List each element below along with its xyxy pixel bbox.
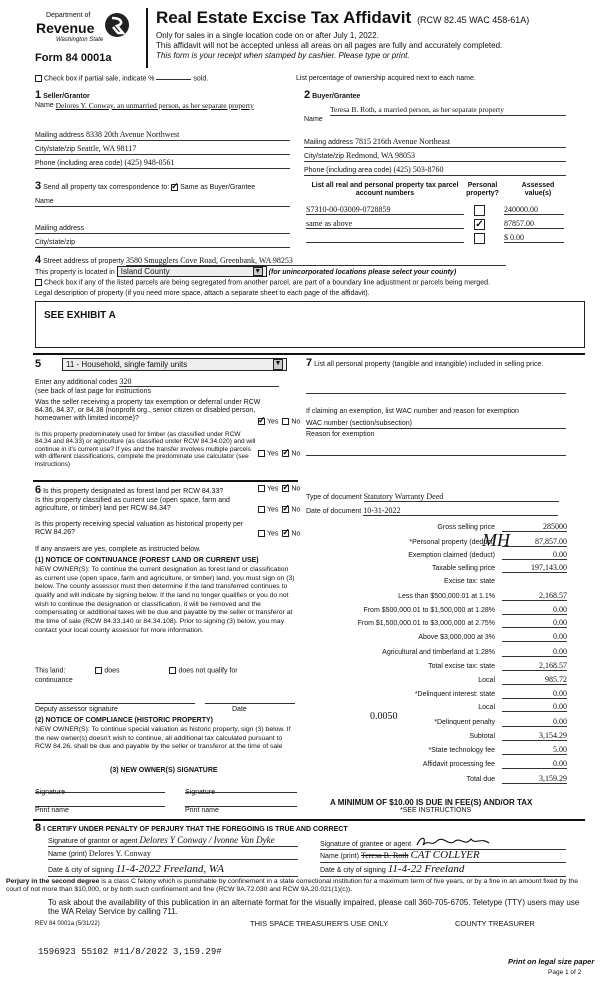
- calc-value[interactable]: 285000: [502, 522, 567, 532]
- grantee-name-label: Name (print): [320, 853, 359, 860]
- calc-value[interactable]: 0.00: [502, 647, 567, 657]
- grantee-signature[interactable]: [413, 835, 493, 849]
- see-instructions: *SEE INSTRUCTIONS: [400, 807, 472, 814]
- dept-line1: Department of: [46, 12, 91, 19]
- page-title: Real Estate Excise Tax Affidavit: [156, 8, 412, 27]
- calc-row: [305, 604, 567, 615]
- calc-value[interactable]: 0.00: [502, 702, 567, 712]
- yes-label: Yes: [267, 485, 279, 493]
- buyer-mailing-value[interactable]: 7815 216th Avenue Northeast: [354, 137, 451, 146]
- calc-label: *Personal property (deduct): [409, 538, 495, 546]
- partial-label: Check box if partial sale, indicate %: [44, 75, 155, 83]
- parcel-number[interactable]: same as above: [306, 219, 464, 229]
- yes-label: Yes: [267, 418, 279, 426]
- yes-label: Yes: [267, 450, 279, 458]
- initials-mark: MH: [482, 530, 510, 550]
- calc-label: Taxable selling price: [431, 564, 495, 572]
- dor-logo: [34, 10, 134, 50]
- grantee-name-struck: Teresa B. Roth: [360, 851, 409, 860]
- legal-label: Legal description of property (if you need more space, attach a separate sheet to each page of the affidavit).: [35, 290, 370, 297]
- parcel-list-header: List all real and personal property tax parcel account numbers: [311, 182, 459, 198]
- sec3-name-label: Name: [35, 198, 54, 205]
- deputy-signature-line[interactable]: [35, 703, 195, 704]
- calc-row: [305, 536, 567, 547]
- calc-value[interactable]: 197,143.00: [502, 563, 567, 573]
- alt-format-note: To ask about the availability of this publication in an alternate format for the visually impaired, please call 360-705-6705. Teletype (TTY) users may use the WA Relay Service by calling 711.: [48, 898, 580, 917]
- grantee-date[interactable]: 11-4-22 Freeland: [387, 863, 465, 875]
- calc-value[interactable]: 3,159.29: [502, 774, 567, 784]
- calc-value[interactable]: 0.00: [502, 618, 567, 628]
- no-label: No: [291, 485, 301, 493]
- calc-row: [305, 744, 567, 755]
- timber-no-checkbox[interactable]: [282, 450, 289, 457]
- calc-row: [305, 646, 567, 657]
- calc-value[interactable]: 5.00: [502, 745, 567, 755]
- segregated-label: Check box if any of the listed parcels are being segregated from another parcel, are part of a boundary line adjustment or parcels being merged.: [44, 279, 490, 287]
- current-use-yes-checkbox[interactable]: [258, 506, 265, 513]
- forest-no-checkbox[interactable]: [282, 485, 289, 492]
- calc-label: Local: [478, 676, 495, 684]
- exemption-no-checkbox[interactable]: [282, 418, 289, 425]
- calc-label: Subtotal: [469, 732, 495, 740]
- calc-row: [305, 617, 567, 628]
- notice2-title: (2) NOTICE OF COMPLIANCE (HISTORIC PROPERTY): [35, 717, 213, 724]
- minimum-due: A MINIMUM OF $10.00 IS DUE IN FEE(S) AND/OR TAX: [330, 798, 533, 807]
- header-divider: [146, 8, 148, 68]
- calc-label: Exemption claimed (deduct): [408, 551, 495, 559]
- ownership-note: List percentage of ownership acquired next to each name.: [296, 75, 476, 82]
- grantor-name-label: Name (print): [48, 851, 87, 858]
- timber-yes-checkbox[interactable]: [258, 450, 265, 457]
- notice2-text: NEW OWNER(S): To continue special valuation as historic property, sign (3) below. If the new owner(s) doesn't wish to continue, all additional tax calculated pursuant to RCW 84.26, shall be due and payable by the seller or transferor at the time of sale: [35, 726, 291, 751]
- notice1-title: (1) NOTICE OF CONTINUANCE (FOREST LAND OR CURRENT USE): [35, 557, 259, 564]
- deputy-date-line[interactable]: [205, 703, 295, 704]
- current-use-no-checkbox[interactable]: [282, 506, 289, 513]
- calc-value[interactable]: 87,857.00: [502, 537, 567, 547]
- this-land-label: This land:: [35, 667, 66, 675]
- calc-row: [305, 701, 567, 712]
- does-not-checkbox[interactable]: [169, 667, 176, 674]
- personal-property-checkbox[interactable]: [474, 233, 485, 244]
- parcel-number[interactable]: [306, 233, 464, 243]
- print-name-label-2: Print name: [185, 806, 297, 815]
- wac-label: WAC number (section/subsection): [306, 420, 412, 427]
- seller-phone-label: Phone (including area code): [35, 160, 123, 167]
- historical-yes-checkbox[interactable]: [258, 530, 265, 537]
- seller-heading: Seller/Grantor: [43, 93, 90, 100]
- does-label: does: [104, 667, 120, 675]
- buyer-city-value[interactable]: Redmond, WA 98053: [346, 151, 415, 160]
- dept-line3: Washington State: [56, 37, 104, 43]
- wa-logo-icon: [104, 12, 130, 38]
- reason-label: Reason for exemption: [306, 431, 375, 438]
- buyer-city-label: City/state/zip: [304, 153, 345, 160]
- does-not-label: does not qualify for: [178, 667, 238, 675]
- seller-city-label: City/state/zip: [35, 146, 76, 153]
- current-use-question: Is this property classified as current use (open space, farm and agriculture, or timber) land per RCW 84.34?: [35, 497, 230, 513]
- grantor-name[interactable]: Delores Y. Conway: [88, 849, 151, 858]
- exemption-question: Was the seller receiving a property tax exemption or deferral under RCW 84.36, 84.37, or 84.38 (nonprofit org., senior citizen or disabled person, homeowner with limited income)?: [35, 399, 261, 423]
- calc-label: Less than $500,000.01 at 1.1%: [398, 592, 495, 600]
- calc-row: [305, 758, 567, 769]
- seller-mailing-value[interactable]: 8338 20th Avenue Northwest: [85, 130, 180, 139]
- buyer-name-label: Name: [304, 116, 323, 123]
- calc-label: From $1,500,000.01 to $3,000,000 at 2.75%: [357, 619, 495, 627]
- buyer-name-value[interactable]: Teresa B. Roth, a married person, as her separate property: [330, 106, 566, 116]
- subtitle-2: This affidavit will not be accepted unless all areas on all pages are fully and accurately completed.: [156, 41, 503, 50]
- notice3-title: (3) NEW OWNER(S) SIGNATURE: [110, 767, 218, 774]
- grantor-signature[interactable]: Delores Y Conway / Ivonne Van Dyke: [139, 835, 275, 845]
- calc-row: [305, 716, 567, 727]
- perjury-notice: [6, 878, 594, 894]
- sec7-label: List all personal property (tangible and intangible) included in selling price.: [314, 361, 544, 368]
- reason-line[interactable]: [306, 455, 566, 456]
- parcel-row: [306, 205, 568, 217]
- parcel-row: [306, 219, 568, 231]
- no-label: No: [291, 450, 301, 458]
- personal-header: Personal property?: [466, 182, 499, 198]
- sec3-city-label: City/state/zip: [35, 239, 76, 246]
- rcw-ref: (RCW 82.45 WAC 458-61A): [417, 15, 530, 25]
- street-address-label: Street address of property: [43, 258, 125, 265]
- calc-value[interactable]: 0.00: [502, 717, 567, 727]
- calc-value[interactable]: 0.00: [502, 689, 567, 699]
- calc-label: Total excise tax: state: [428, 662, 495, 670]
- no-label: No: [291, 418, 301, 426]
- grantee-sig-label: Signature of grantee or agent: [320, 840, 412, 848]
- doc-date-value[interactable]: 10-31-2022: [363, 506, 558, 516]
- calc-label: *Delinquent penalty: [434, 718, 495, 726]
- if-yes-note: If any answers are yes, complete as instructed below.: [35, 546, 201, 553]
- calc-row: [305, 575, 567, 586]
- calc-row: [305, 562, 567, 573]
- partial-sold: sold.: [193, 75, 209, 83]
- calc-value[interactable]: 0.00: [502, 632, 567, 642]
- personal-property-checkbox[interactable]: ✓: [475, 219, 484, 230]
- grantor-date[interactable]: 11-4-2022 Freeland, WA: [115, 863, 225, 875]
- assessed-header: Assessed value(s): [521, 182, 555, 198]
- subtitle-3: This form is your receipt when stamped by cashier. Please type or print.: [156, 51, 410, 60]
- personal-property-line[interactable]: [306, 393, 566, 394]
- county-treasurer: COUNTY TREASURER: [455, 919, 535, 928]
- additional-codes-value[interactable]: 320: [119, 377, 279, 387]
- calc-label: From $500,000.01 to $1,500,000 at 1.28%: [363, 606, 495, 614]
- calc-label: Above $3,000,000 at 3%: [418, 633, 495, 641]
- seller-name-label: Name: [35, 102, 54, 109]
- legal-description-box[interactable]: [35, 301, 585, 348]
- signature-label-2: Signature: [185, 789, 215, 796]
- rev-label: REV 84 0001a (5/31/22): [35, 921, 100, 927]
- assessed-value[interactable]: $ 0.00: [504, 233, 564, 243]
- county-value: Island County: [120, 267, 170, 276]
- buyer-heading: Buyer/Grantee: [312, 93, 361, 100]
- calc-row: [305, 773, 567, 784]
- perjury-bold: Perjury in the second degree: [6, 878, 100, 885]
- seller-city-value[interactable]: Seattle, WA 98117: [77, 144, 137, 153]
- calc-value[interactable]: 2,168.57: [502, 591, 567, 601]
- seller-name-value[interactable]: Delores Y. Conway, an unmarried person, as her separate property: [55, 101, 254, 110]
- form-number: Form 84 0001a: [35, 52, 112, 64]
- chevron-down-icon: ▼: [273, 359, 283, 370]
- seller-mailing-label: Mailing address: [35, 132, 85, 139]
- certify-text: I CERTIFY UNDER PENALTY OF PERJURY THAT THE FOREGOING IS TRUE AND CORRECT: [43, 826, 348, 833]
- located-label: This property is located in: [35, 269, 115, 276]
- grantor-date-label: Date & city of signing: [48, 867, 114, 874]
- print-name-label: Print name: [35, 806, 165, 815]
- yes-label: Yes: [267, 506, 279, 514]
- sec3-label: Send all property tax correspondence to:: [43, 184, 170, 191]
- calc-row: [305, 549, 567, 560]
- no-label: No: [291, 506, 301, 514]
- does-checkbox[interactable]: [95, 667, 102, 674]
- see-back-note: (see back of last page for instructions: [35, 388, 151, 395]
- legal-size-note: Print on legal size paper: [508, 957, 595, 966]
- county-select[interactable]: [117, 266, 267, 277]
- partial-percent-field[interactable]: [156, 79, 191, 80]
- calc-row: [305, 660, 567, 671]
- county-note: (for unincorporated locations please select your county): [268, 269, 457, 276]
- same-as-buyer-checkbox[interactable]: [171, 184, 178, 191]
- calc-value[interactable]: 3,154.29: [502, 731, 567, 741]
- calc-value[interactable]: 985.72: [502, 675, 567, 685]
- subtitle-1: Only for sales in a single location code on or after July 1, 2022.: [156, 31, 379, 40]
- calc-value[interactable]: 0.00: [502, 605, 567, 615]
- doc-date-label: Date of document: [306, 508, 362, 515]
- calc-row: [305, 521, 567, 532]
- receipt-stamp: 1596923 55102 #11/8/2022 3,159.29#: [38, 947, 222, 957]
- personal-property-checkbox[interactable]: [474, 205, 485, 216]
- yes-label: Yes: [267, 530, 279, 538]
- use-code-select[interactable]: [62, 358, 287, 371]
- chevron-down-icon: ▼: [254, 268, 262, 275]
- dept-line2: Revenue: [36, 20, 95, 36]
- grantee-date-label: Date & city of signing: [320, 867, 386, 874]
- exemption-label: If claiming an exemption, list WAC number and reason for exemption: [306, 408, 519, 415]
- notice1-text: NEW OWNER(S): To continue the current designation as forest land or classification as current use (open space, farm and agriculture, or timber) land, you must sign on (3) below. The county assessor must then determine if the land transferred continues to qualify and will indicate by signing below. If the land no longer qualifies or you do not wish to continue the designation or classification, it will be removed and the compensating or additional taxes will be due and payable by the seller or transferor at the time of sale (RCW 84.33.140 or 84.34.108). Prior to signing (3) below, you may contact your local county assessor for more information.: [35, 566, 295, 634]
- calc-label: Agricultural and timberland at 1.28%: [382, 648, 495, 656]
- doc-type-value[interactable]: Statutory Warranty Deed: [364, 492, 559, 502]
- signature-label: Signature: [35, 789, 65, 796]
- parcel-row: [306, 233, 568, 245]
- street-address-value[interactable]: 3580 Smugglers Cove Road, Greenbank, WA 98253: [126, 256, 506, 266]
- exemption-yes-checkbox[interactable]: [258, 418, 265, 425]
- additional-codes-label: Enter any additional codes: [35, 379, 118, 386]
- calc-row: [305, 631, 567, 642]
- section-divider: [33, 819, 585, 821]
- calc-row: [305, 688, 567, 699]
- calc-label: Local: [478, 703, 495, 711]
- deputy-date-label: Date: [232, 706, 247, 713]
- deputy-label: Deputy assessor signature: [35, 706, 118, 713]
- seller-phone-value[interactable]: (425) 948-0561: [124, 158, 175, 167]
- no-label: No: [291, 530, 301, 538]
- page-number: Page 1 of 2: [548, 969, 582, 976]
- forest-yes-checkbox[interactable]: [258, 485, 265, 492]
- timber-question: Is this property predominately used for timber (as classified under RCW 84.34 and 84.33) or agriculture (as classified under RCW 84.34.020) and will continue in it's current use? If yes and the transfer involves multiple parcels with different classifications, complete the predominate use calculator (see instructions): [35, 431, 256, 468]
- calc-row: [305, 590, 567, 601]
- buyer-phone-label: Phone (including area code): [304, 167, 392, 174]
- calc-row: [305, 674, 567, 685]
- historical-question: Is this property receiving special valuation as historical property per RCW 84.26?: [35, 521, 244, 537]
- local-rate: 0.0050: [370, 711, 398, 722]
- doc-type-label: Type of document: [306, 494, 362, 501]
- calc-value[interactable]: 0.00: [502, 759, 567, 769]
- use-code-value: 11 - Household, single family units: [66, 360, 188, 369]
- assessed-value[interactable]: 240000.00: [504, 205, 564, 215]
- calc-label: Affidavit processing fee: [422, 760, 495, 768]
- forest-question: Is this property designated as forest land per RCW 84.33?: [43, 488, 224, 495]
- calc-label: *Delinquent interest: state: [414, 690, 495, 698]
- calc-label: Gross selling price: [437, 523, 495, 531]
- section-divider: [33, 353, 585, 355]
- historical-no-checkbox[interactable]: [282, 530, 289, 537]
- grantee-name[interactable]: CAT COLLYER: [410, 849, 480, 861]
- partial-sale-checkbox[interactable]: [35, 75, 42, 82]
- calc-value[interactable]: 2,168.57: [502, 661, 567, 671]
- continuance-label: continuance: [35, 677, 73, 684]
- calc-label: Total due: [466, 775, 495, 783]
- buyer-phone-value[interactable]: (425) 503-8760: [393, 165, 444, 174]
- parcel-number[interactable]: S7310-00-03009-0728859: [306, 205, 464, 215]
- calc-value[interactable]: 0.00: [502, 550, 567, 560]
- calc-row: [305, 730, 567, 741]
- assessed-value[interactable]: 87857.00: [504, 219, 564, 229]
- section-divider: [33, 480, 298, 482]
- calc-label: *State technology fee: [428, 746, 495, 754]
- calc-label: Excise tax: state: [444, 577, 495, 585]
- treasurer-use: THIS SPACE TREASURER'S USE ONLY: [250, 919, 389, 928]
- grantor-sig-label: Signature of grantor or agent: [48, 838, 138, 845]
- buyer-mailing-label: Mailing address: [304, 139, 354, 146]
- segregated-checkbox[interactable]: [35, 279, 42, 286]
- same-as-buyer-label: Same as Buyer/Grantee: [180, 184, 256, 191]
- sec3-mailing-label: Mailing address: [35, 225, 85, 232]
- perjury-text: is a class C felony which is punishable by confinement in a state correctional institution for a maximum term of five years, or by a fine in an amount fixed by the court of not more than $10,000, or by both such confinement and fine (RCW 9A.72.030 and RCW 9A.20.021(1)(c)).: [6, 878, 578, 894]
- exhibit-text: SEE EXHIBIT A: [44, 310, 116, 321]
